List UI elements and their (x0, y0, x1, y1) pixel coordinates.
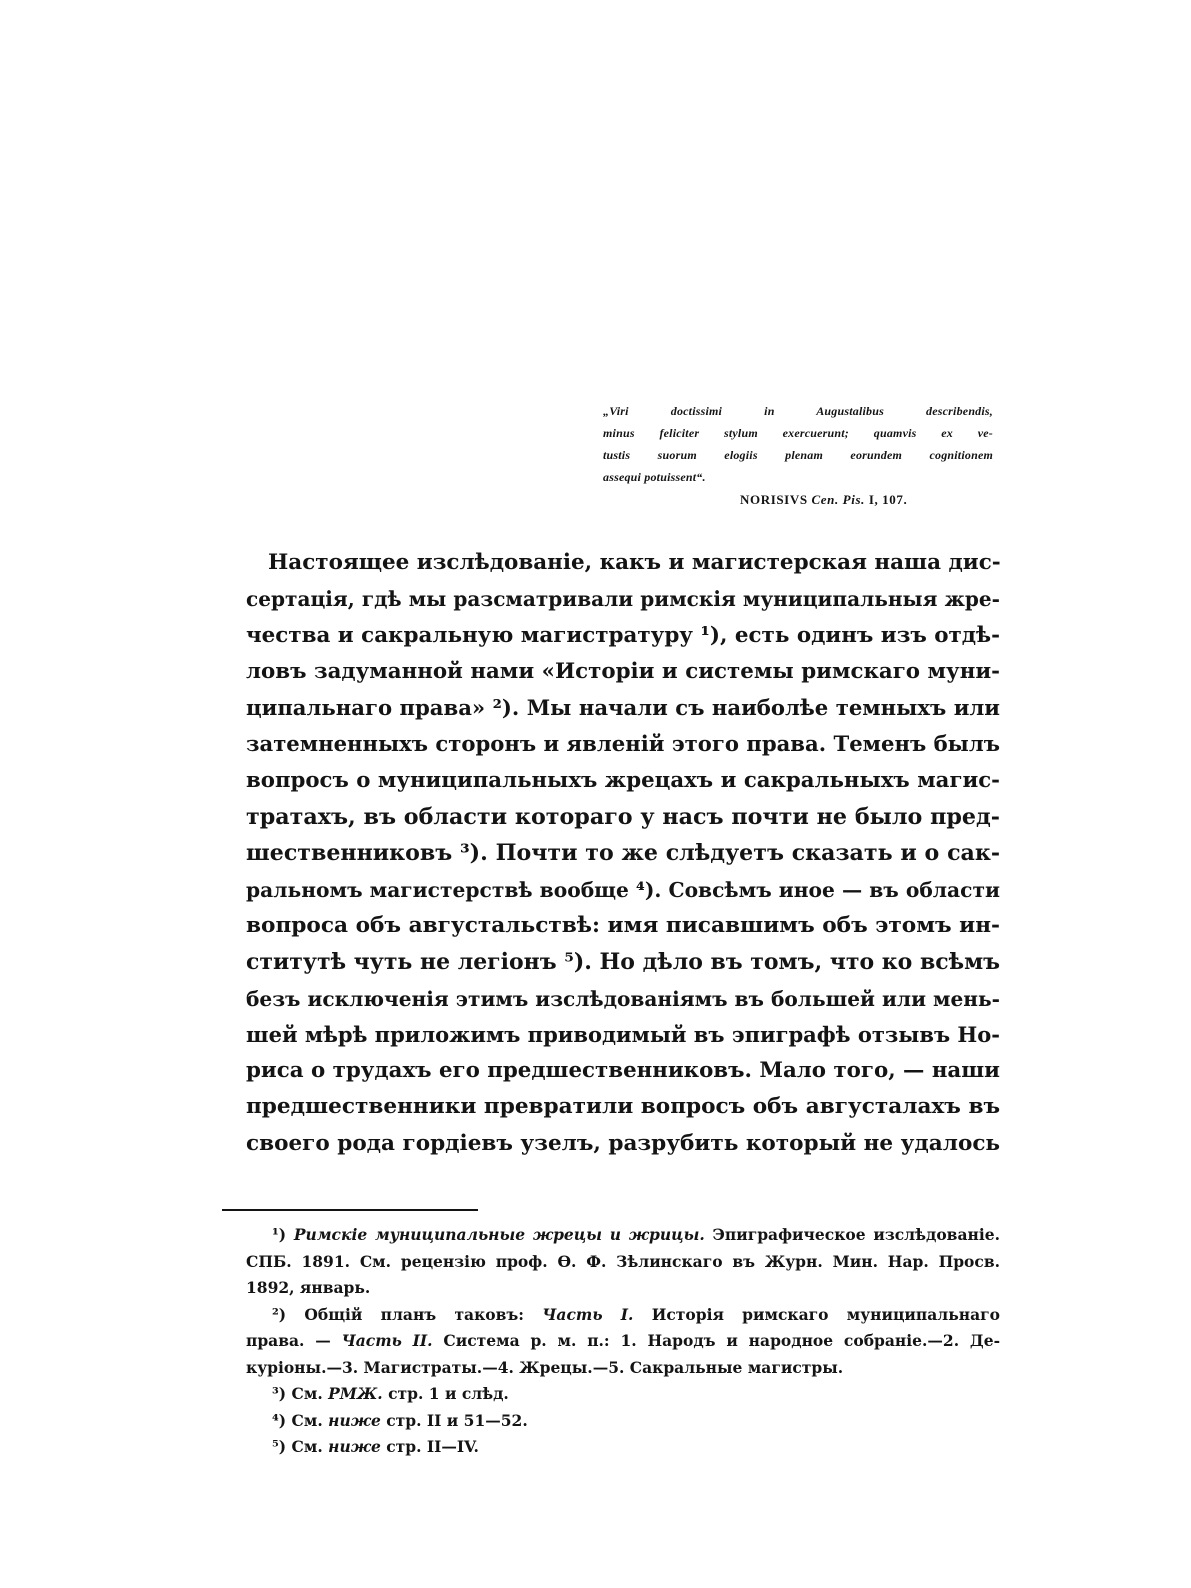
footnote-text: Система р. м. п.: 1. Народъ и народное собраніе.—2. Де- (443, 1331, 1000, 1350)
footnote-abbr: РМЖ. (328, 1384, 383, 1403)
footnote-text: стр. II—IV. (386, 1437, 479, 1456)
footnote-mark: ⁴) (272, 1410, 287, 1430)
epigraph-line: „Viri doctissimi in Augustalibus describendis, (603, 404, 993, 418)
footnote-text: стр. II и 51—52. (386, 1410, 528, 1430)
footnote-separator (222, 1209, 478, 1211)
footnote-italic: ниже (328, 1410, 381, 1430)
footnote-4 (246, 1408, 1000, 1435)
text-line: шей мѣрѣ приложимъ приводимый въ эпиграфѣ отзывъ Но- (246, 1021, 1000, 1047)
footnote-mark: ²) (272, 1304, 287, 1324)
main-paragraph (246, 545, 1000, 1162)
footnote-title: Римскіе муниципальные жрецы и жрицы. (293, 1225, 705, 1244)
text-line: безъ исключенія этимъ изслѣдованіямъ въ большей или мень- (246, 986, 1000, 1011)
footnote-text: См. (291, 1437, 323, 1456)
text-line: вопроса объ августальствѣ: имя писавшимъ объ этомъ ин- (246, 912, 1000, 938)
footnote-text: Эпиграфическое изслѣдованіе. (712, 1225, 1000, 1244)
footnote-mark: ¹) (272, 1225, 287, 1244)
epigraph-source (740, 492, 907, 508)
footnote-5 (246, 1434, 1000, 1461)
epigraph-reference: I, 107. (868, 492, 908, 507)
footnote-text: СПБ. 1891. См. рецензію проф. Ѳ. Ф. Зѣлинскаго въ Журн. Мин. Нар. Просв. (246, 1251, 1000, 1271)
footnote-mark: ⁵) (272, 1437, 287, 1456)
footnote-text: 1892, январь. (246, 1278, 371, 1297)
text-line: риса о трудахъ его предшественниковъ. Мало того, — наши (246, 1058, 1000, 1084)
text-line: своего рода гордіевъ узелъ, разрубить который не удалось (246, 1130, 1001, 1156)
text-line: вопросъ о муниципальныхъ жрецахъ и сакральныхъ магис- (246, 767, 1000, 793)
epigraph-work: Cen. Pis. (811, 492, 865, 507)
epigraph (603, 400, 993, 488)
footnote-text: права. — (246, 1331, 331, 1350)
text-line: ральномъ магистерствѣ вообще ⁴). Совсѣмъ иное — въ области (246, 877, 1000, 902)
epigraph-line: tustis suorum elogiis plenam eorundem cognitionem (603, 448, 993, 462)
text-line: ловъ задуманной нами «Исторіи и системы римскаго муни- (246, 658, 1000, 684)
text-line: шественниковъ ³). Почти то же слѣдуетъ сказать и о сак- (246, 840, 1000, 867)
epigraph-line: assequi potuissent“. (603, 470, 706, 484)
footnote-part-label: Часть I. (542, 1304, 634, 1324)
text-line: ститутѣ чуть не легіонъ ⁵). Но дѣло въ томъ, что ко всѣмъ (246, 949, 1000, 976)
footnotes (246, 1222, 1000, 1461)
footnote-3 (246, 1381, 1000, 1408)
footnote-text: куріоны.—3. Магистраты.—4. Жрецы.—5. Сакральные магистры. (246, 1357, 844, 1377)
footnote-italic: ниже (328, 1437, 381, 1456)
text-line: затемненныхъ сторонъ и явленій этого права. Теменъ былъ (246, 731, 1000, 757)
footnote-text: стр. 1 и слѣд. (388, 1384, 509, 1403)
footnote-text: Общій планъ таковъ: (304, 1304, 525, 1324)
text-line: тратахъ, въ области котораго у насъ почти не было пред- (246, 804, 1000, 831)
epigraph-line: minus feliciter stylum exercuerunt; quamvis ex ve- (603, 426, 993, 440)
footnote-2 (246, 1302, 1000, 1382)
text-line: предшественники превратили вопросъ объ августалахъ въ (246, 1094, 1000, 1120)
footnote-text: Исторія римскаго муниципальнаго (651, 1304, 1000, 1324)
text-line: чества и сакральную магистратуру ¹), есть одинъ изъ отдѣ- (246, 622, 1000, 648)
epigraph-author: NORISIVS (740, 492, 808, 507)
text-line: Настоящее изслѣдованіе, какъ и магистерская наша дис- (268, 550, 1001, 575)
footnote-text: См. (291, 1384, 323, 1403)
text-line: ципальнаго права» ²). Мы начали съ наиболѣе темныхъ или (246, 695, 1000, 721)
text-line: сертація, гдѣ мы разсматривали римскія муниципальныя жре- (246, 587, 1000, 612)
footnote-part-label: Часть II. (341, 1331, 433, 1350)
footnote-mark: ³) (272, 1384, 287, 1403)
footnote-text: См. (291, 1410, 323, 1430)
footnote-1 (246, 1222, 1000, 1302)
